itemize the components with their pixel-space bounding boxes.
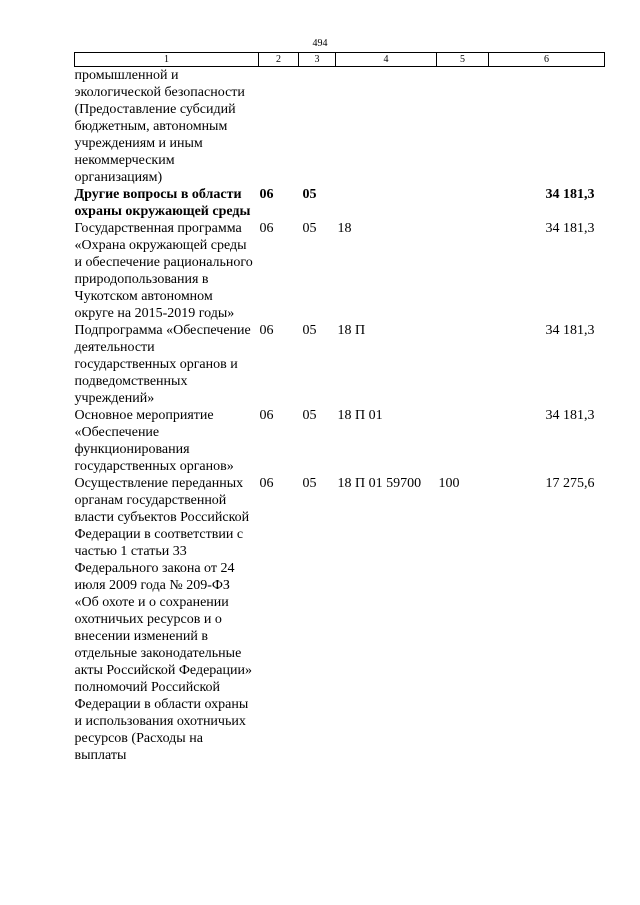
row-expense-type [437,407,489,475]
header-row [75,53,605,67]
row-section: 06 [259,187,274,202]
row-name: промышленной и экологической безопасности (Предоставление субсидий бюджетным, автономным учреждениям и иным некоммерческим организациям) [74,68,245,185]
row-section: 06 [259,408,274,423]
row-expense-type: 100 [438,476,460,491]
row-target-item [336,186,437,220]
row-target-item: 18 П 01 59700 [337,476,422,491]
table-body [75,67,605,765]
row-name: Основное мероприятие «Обеспечение функционирования государственных органов» [74,408,234,474]
row-amount: 34 181,3 [545,408,595,423]
row-target-item [336,67,437,187]
row-name: Подпрограмма «Обеспечение деятельности государственных органов и подведомственных учреждений» [74,323,251,406]
row-name: Государственная программа «Охрана окружающей среды и обеспечение рационального природопользования в Чукотском автономном округе на 2015-2019 годы» [74,221,253,321]
row-expense-type [437,322,489,407]
row-amount [489,67,605,187]
row-section: 06 [259,221,274,236]
row-target-item: 18 П [337,323,366,338]
header-col-1: 1 [75,53,259,67]
table-header [75,53,605,67]
table-row [75,67,605,187]
row-subsection: 05 [302,187,317,202]
row-subsection: 05 [302,476,317,491]
row-amount: 34 181,3 [545,221,595,236]
header-col-4: 4 [336,53,437,67]
row-expense-type [437,67,489,187]
header-col-2: 2 [259,53,299,67]
row-expense-type [437,186,489,220]
page-number: 494 [312,38,328,49]
row-subsection [299,67,336,187]
row-target-item: 18 П 01 [337,408,383,423]
row-amount: 34 181,3 [545,323,595,338]
row-target-item: 18 [337,221,352,236]
header-col-3: 3 [299,53,336,67]
table-row [75,407,605,475]
row-name: Осуществление переданных органам государственной власти субъектов Российской Федерации в соответствии с частью 1 статьи 33 Федерального закона от 24 июля 2009 года № 209-ФЗ «Об охоте и о сохранении охотничьих ресурсов и о внесении изменений в отдельные законодательные акты Российской Федерации» полномочий Российской Федерации в области охраны и использования охотничьих ресурсов (Расходы на выплаты [74,476,252,763]
row-subsection: 05 [302,408,317,423]
row-subsection: 05 [302,221,317,236]
table-row [75,322,605,407]
row-section [259,67,299,187]
row-subsection: 05 [302,323,317,338]
header-col-5: 5 [437,53,489,67]
row-name: Другие вопросы в области охраны окружающей среды [74,187,251,219]
budget-table [74,52,605,764]
table-row [75,220,605,322]
row-section: 06 [259,476,274,491]
row-expense-type [437,220,489,322]
row-amount: 34 181,3 [545,187,595,202]
row-section: 06 [259,323,274,338]
table-row [75,475,605,764]
header-col-6: 6 [489,53,605,67]
row-amount: 17 275,6 [545,476,595,491]
table-row [75,186,605,220]
